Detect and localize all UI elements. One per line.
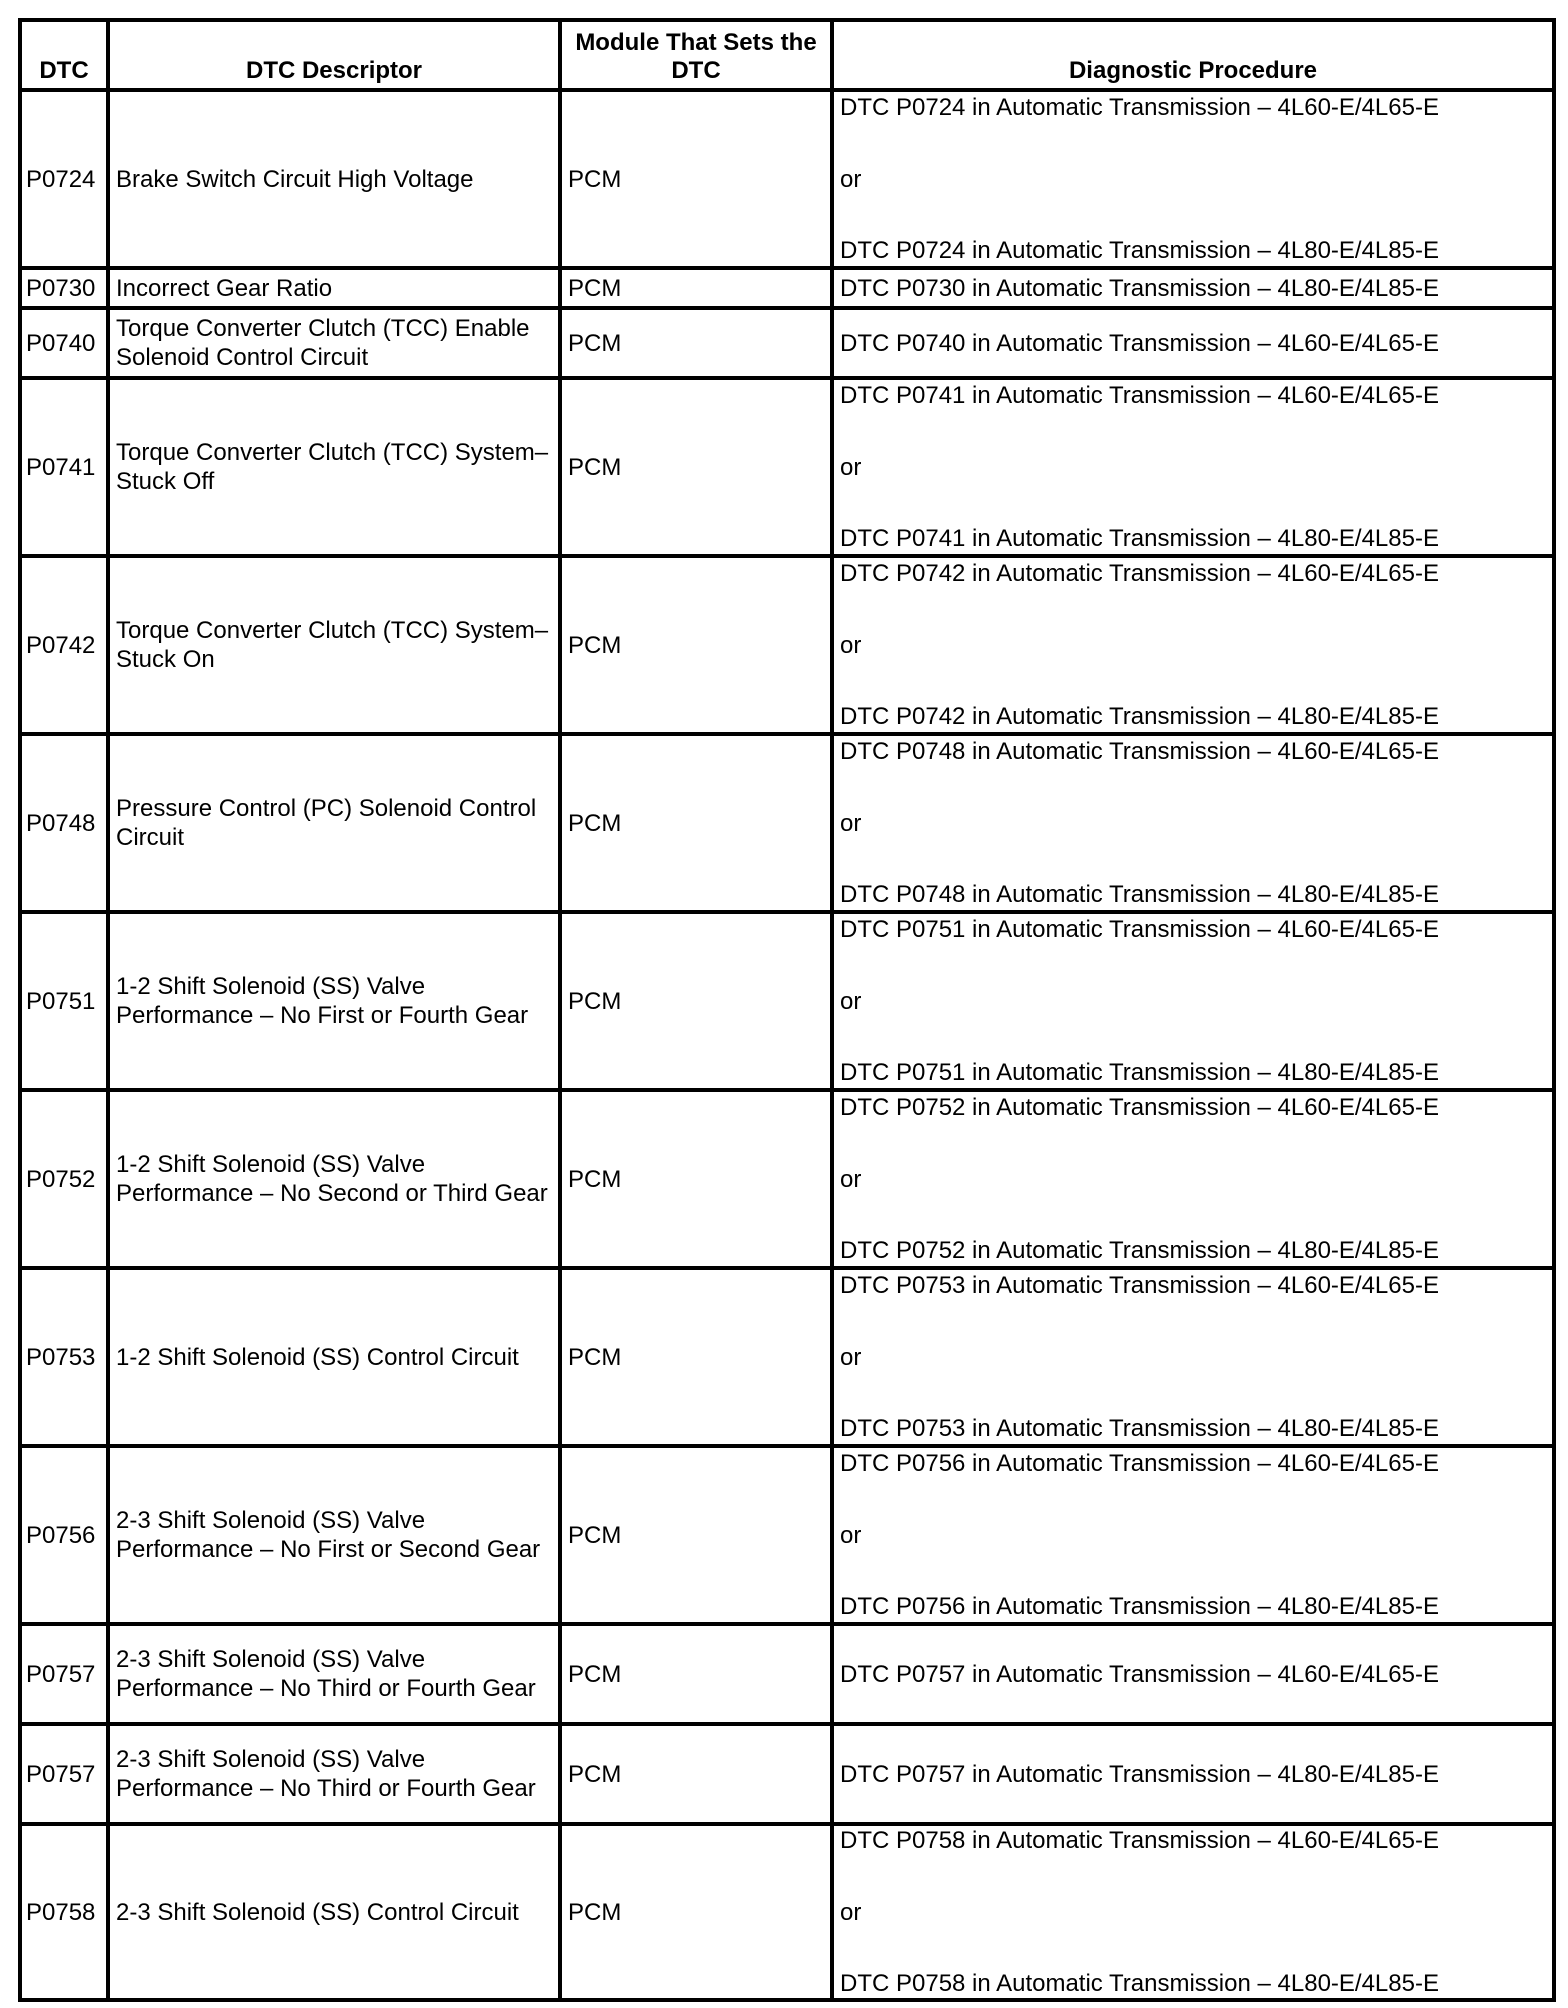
dtc-code: P0757 [20, 1624, 108, 1724]
dtc-module: PCM [560, 308, 832, 378]
table-row [20, 912, 1554, 1090]
dtc-module: PCM [560, 734, 832, 912]
dtc-module: PCM [560, 1090, 832, 1268]
procedure-link[interactable]: DTC P0724 in Automatic Transmission – 4L80-E/4L85-E [840, 237, 1439, 264]
dtc-code: P0757 [20, 1724, 108, 1824]
procedure-link[interactable]: DTC P0742 in Automatic Transmission – 4L80-E/4L85-E [840, 703, 1439, 730]
procedure-or: or [840, 165, 862, 193]
table-row [20, 308, 1554, 378]
procedure-link[interactable]: DTC P0741 in Automatic Transmission – 4L60-E/4L65-E [840, 382, 1439, 409]
dtc-module: PCM [560, 556, 832, 734]
diagnostic-procedure [832, 308, 1554, 378]
table-row [20, 90, 1554, 268]
dtc-code: P0730 [20, 268, 108, 308]
procedure-or: or [840, 453, 862, 481]
diagnostic-procedure [832, 556, 1554, 734]
dtc-code: P0742 [20, 556, 108, 734]
dtc-code: P0751 [20, 912, 108, 1090]
diagnostic-procedure [832, 1724, 1554, 1824]
table-row [20, 1090, 1554, 1268]
procedure-link[interactable]: DTC P0756 in Automatic Transmission – 4L80-E/4L85-E [840, 1593, 1439, 1620]
table-row [20, 556, 1554, 734]
procedure-or: or [840, 631, 862, 659]
procedure-link[interactable]: DTC P0758 in Automatic Transmission – 4L60-E/4L65-E [840, 1827, 1439, 1854]
diagnostic-procedure [832, 912, 1554, 1090]
procedure-link[interactable]: DTC P0756 in Automatic Transmission – 4L60-E/4L65-E [840, 1450, 1439, 1477]
table-row [20, 1824, 1554, 2000]
dtc-code: P0753 [20, 1268, 108, 1446]
procedure-link[interactable]: DTC P0748 in Automatic Transmission – 4L80-E/4L85-E [840, 881, 1439, 908]
procedure-link[interactable]: DTC P0753 in Automatic Transmission – 4L60-E/4L65-E [840, 1272, 1439, 1299]
dtc-code: P0741 [20, 378, 108, 556]
diagnostic-procedure [832, 1624, 1554, 1724]
dtc-module: PCM [560, 268, 832, 308]
procedure-link[interactable]: DTC P0758 in Automatic Transmission – 4L80-E/4L85-E [840, 1970, 1439, 1997]
dtc-code: P0740 [20, 308, 108, 378]
procedure-or: or [840, 1898, 862, 1926]
procedure-link[interactable]: DTC P0757 in Automatic Transmission – 4L80-E/4L85-E [840, 1760, 1439, 1788]
procedure-or: or [840, 809, 862, 837]
dtc-code: P0748 [20, 734, 108, 912]
dtc-descriptor: 2-3 Shift Solenoid (SS) Valve Performance – No Third or Fourth Gear [108, 1624, 560, 1724]
procedure-link[interactable]: DTC P0751 in Automatic Transmission – 4L80-E/4L85-E [840, 1059, 1439, 1086]
procedure-link[interactable]: DTC P0730 in Automatic Transmission – 4L80-E/4L85-E [840, 274, 1439, 302]
table-row [20, 378, 1554, 556]
diagnostic-procedure [832, 378, 1554, 556]
dtc-module: PCM [560, 1724, 832, 1824]
dtc-code: P0758 [20, 1824, 108, 2000]
diagnostic-procedure [832, 90, 1554, 268]
dtc-module: PCM [560, 1824, 832, 2000]
diagnostic-procedure [832, 1824, 1554, 2000]
procedure-link[interactable]: DTC P0753 in Automatic Transmission – 4L80-E/4L85-E [840, 1415, 1439, 1442]
dtc-code: P0756 [20, 1446, 108, 1624]
dtc-descriptor: Brake Switch Circuit High Voltage [108, 90, 560, 268]
procedure-or: or [840, 987, 862, 1015]
procedure-link[interactable]: DTC P0724 in Automatic Transmission – 4L60-E/4L65-E [840, 94, 1439, 121]
procedure-link[interactable]: DTC P0751 in Automatic Transmission – 4L60-E/4L65-E [840, 916, 1439, 943]
procedure-link[interactable]: DTC P0752 in Automatic Transmission – 4L80-E/4L85-E [840, 1237, 1439, 1264]
dtc-descriptor: Pressure Control (PC) Solenoid Control Circuit [108, 734, 560, 912]
table-row [20, 1268, 1554, 1446]
procedure-or: or [840, 1343, 862, 1371]
procedure-link[interactable]: DTC P0741 in Automatic Transmission – 4L80-E/4L85-E [840, 525, 1439, 552]
procedure-link[interactable]: DTC P0742 in Automatic Transmission – 4L60-E/4L65-E [840, 560, 1439, 587]
dtc-descriptor: 2-3 Shift Solenoid (SS) Valve Performance – No First or Second Gear [108, 1446, 560, 1624]
dtc-descriptor: Torque Converter Clutch (TCC) Enable Solenoid Control Circuit [108, 308, 560, 378]
dtc-descriptor: 1-2 Shift Solenoid (SS) Valve Performance – No First or Fourth Gear [108, 912, 560, 1090]
diagnostic-procedure [832, 268, 1554, 308]
dtc-code: P0724 [20, 90, 108, 268]
table-row [20, 1624, 1554, 1724]
diagnostic-procedure [832, 1268, 1554, 1446]
procedure-link[interactable]: DTC P0748 in Automatic Transmission – 4L60-E/4L65-E [840, 738, 1439, 765]
diagnostic-procedure [832, 1446, 1554, 1624]
diagnostic-procedure [832, 1090, 1554, 1268]
dtc-descriptor: Torque Converter Clutch (TCC) System–Stuck Off [108, 378, 560, 556]
dtc-code: P0752 [20, 1090, 108, 1268]
header-row [20, 20, 1554, 90]
header-procedure: Diagnostic Procedure [832, 20, 1554, 90]
table-row [20, 1446, 1554, 1624]
dtc-module: PCM [560, 1268, 832, 1446]
dtc-descriptor: Torque Converter Clutch (TCC) System–Stuck On [108, 556, 560, 734]
procedure-or: or [840, 1521, 862, 1549]
dtc-module: PCM [560, 378, 832, 556]
dtc-descriptor: 2-3 Shift Solenoid (SS) Control Circuit [108, 1824, 560, 2000]
dtc-module: PCM [560, 1446, 832, 1624]
dtc-descriptor: 2-3 Shift Solenoid (SS) Valve Performance – No Third or Fourth Gear [108, 1724, 560, 1824]
procedure-link[interactable]: DTC P0740 in Automatic Transmission – 4L60-E/4L65-E [840, 329, 1439, 357]
procedure-or: or [840, 1165, 862, 1193]
table-row [20, 268, 1554, 308]
dtc-module: PCM [560, 90, 832, 268]
table-row [20, 1724, 1554, 1824]
procedure-link[interactable]: DTC P0752 in Automatic Transmission – 4L60-E/4L65-E [840, 1094, 1439, 1121]
header-descriptor: DTC Descriptor [108, 20, 560, 90]
dtc-descriptor: 1-2 Shift Solenoid (SS) Valve Performance – No Second or Third Gear [108, 1090, 560, 1268]
header-dtc: DTC [20, 20, 108, 90]
dtc-module: PCM [560, 1624, 832, 1724]
dtc-descriptor: 1-2 Shift Solenoid (SS) Control Circuit [108, 1268, 560, 1446]
dtc-descriptor: Incorrect Gear Ratio [108, 268, 560, 308]
dtc-module: PCM [560, 912, 832, 1090]
procedure-link[interactable]: DTC P0757 in Automatic Transmission – 4L60-E/4L65-E [840, 1660, 1439, 1688]
table-row [20, 734, 1554, 912]
header-module: Module That Sets the DTC [560, 20, 832, 90]
diagnostic-procedure [832, 734, 1554, 912]
dtc-table [18, 18, 1556, 2002]
